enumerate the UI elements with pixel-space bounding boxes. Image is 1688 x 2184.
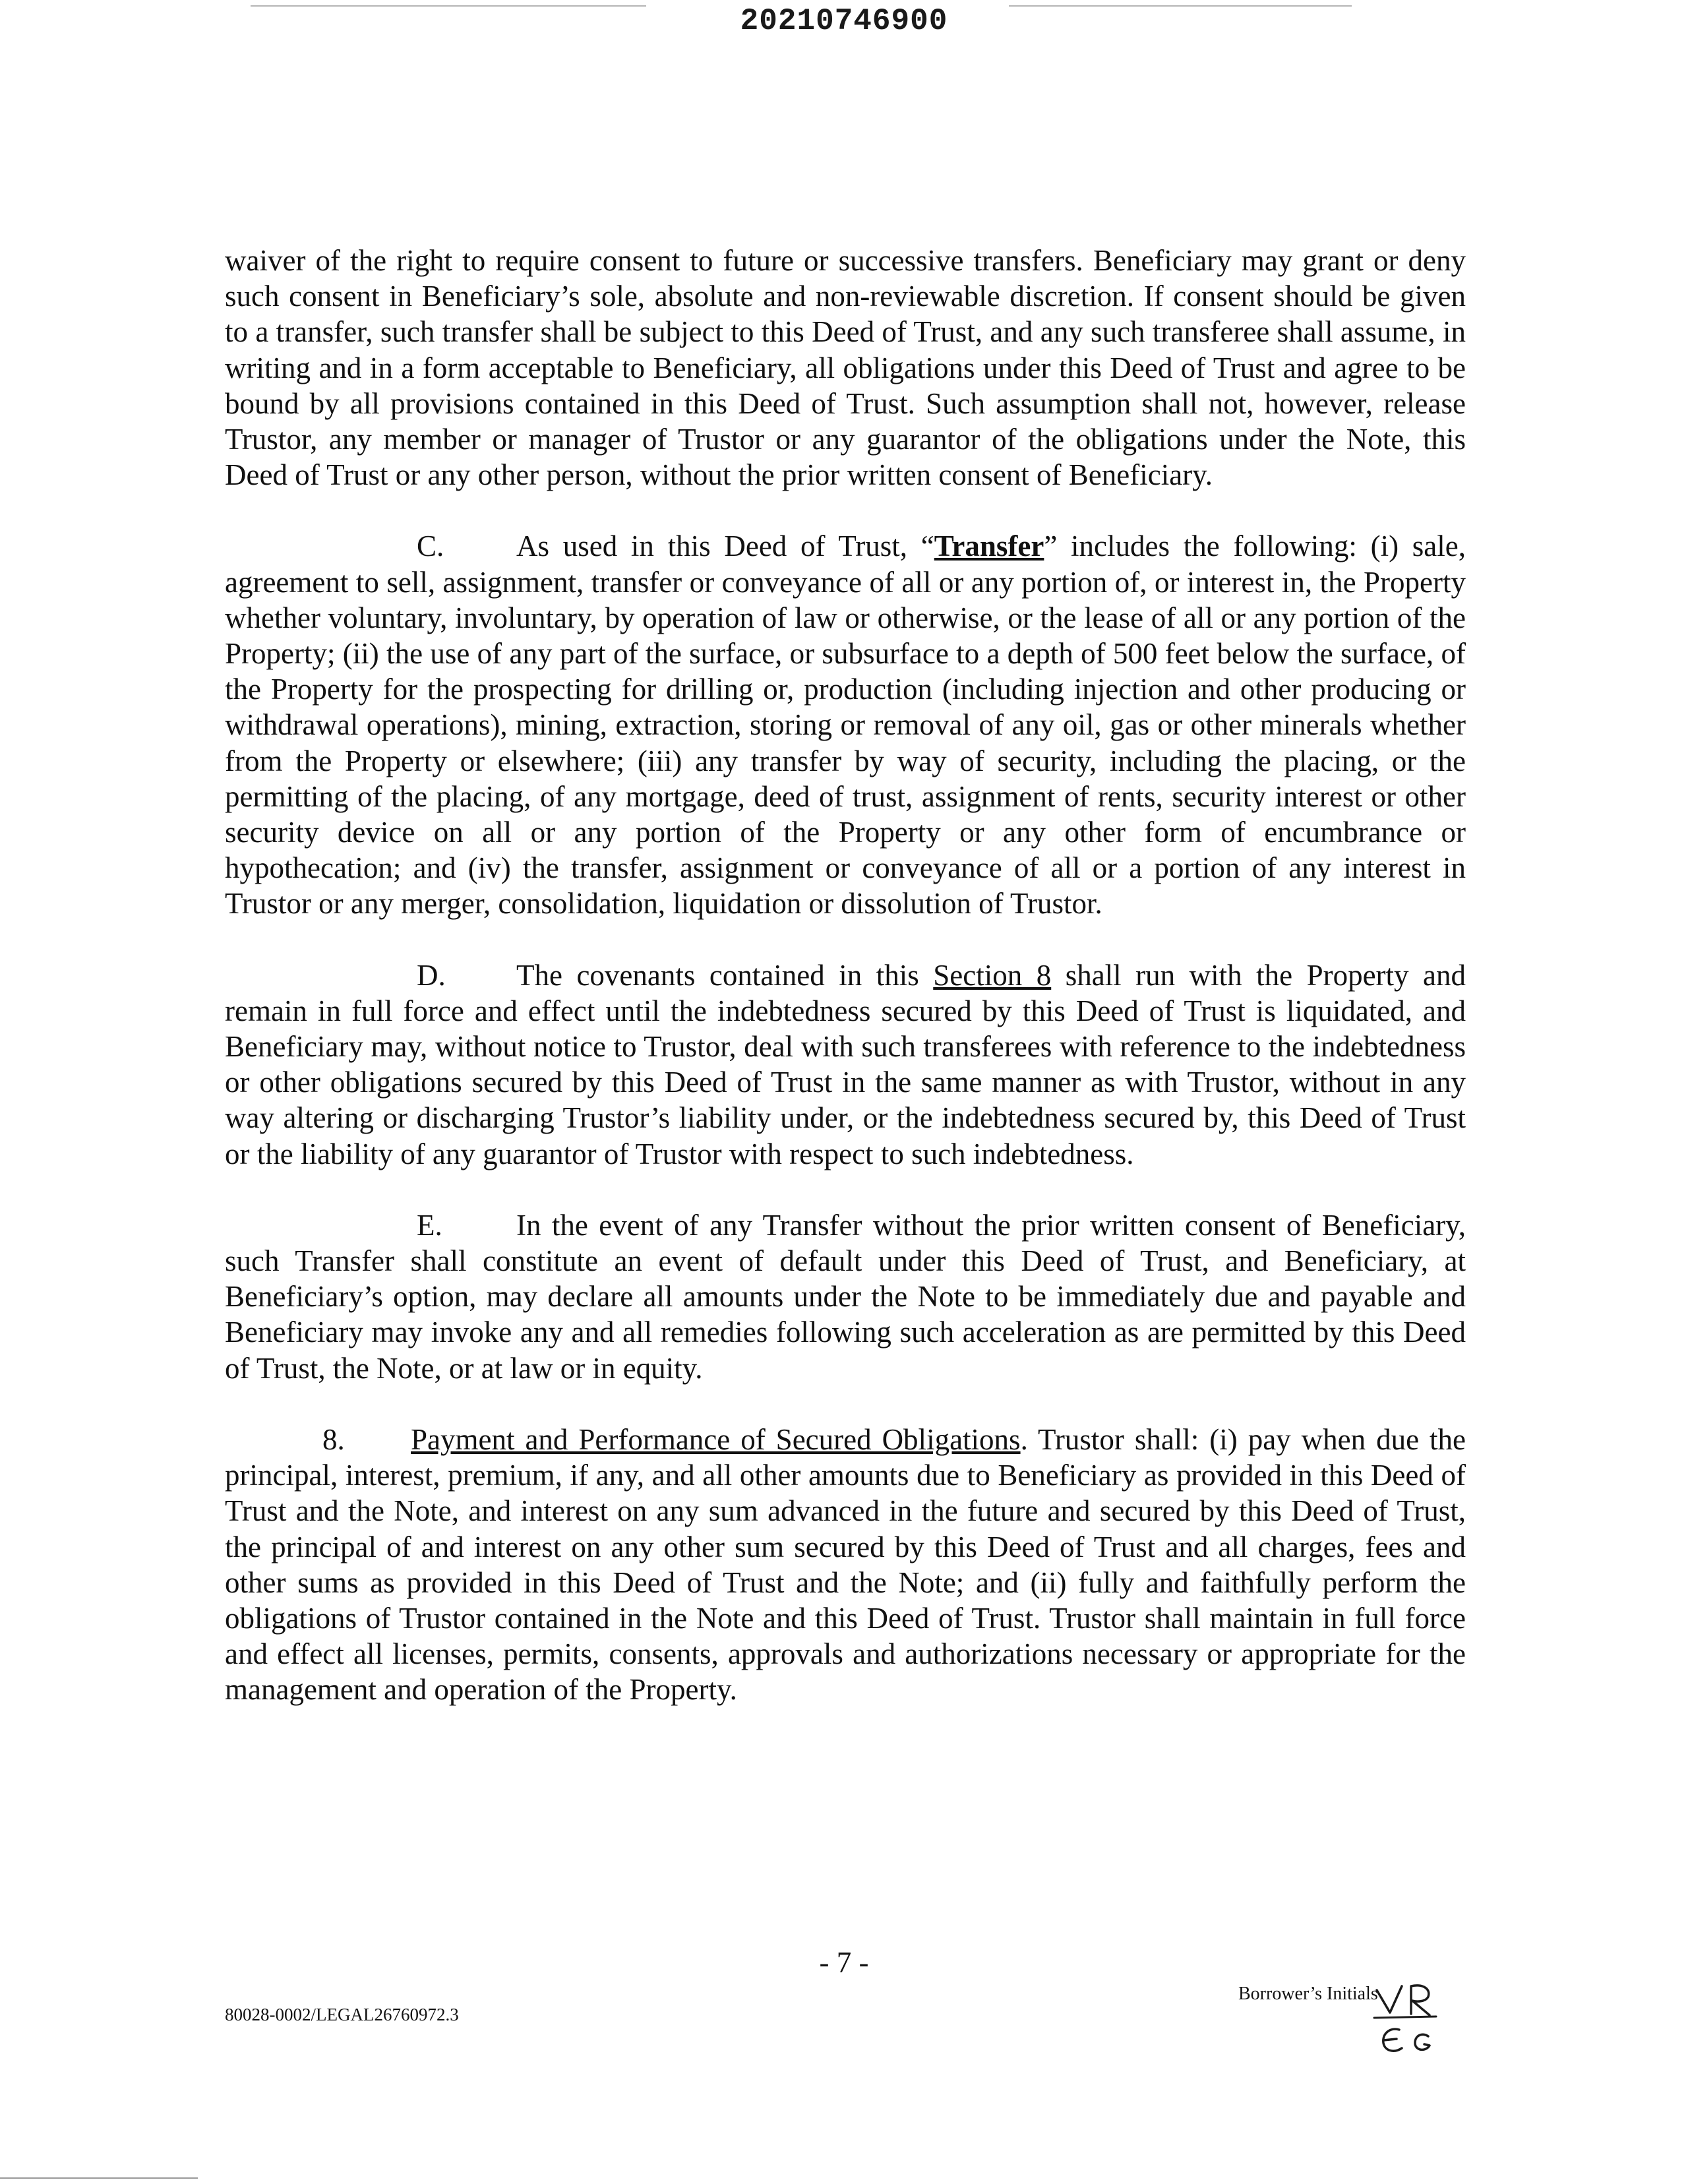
clause-label: E. xyxy=(417,1208,442,1242)
document-body xyxy=(225,243,1466,1744)
initial-v xyxy=(1377,1986,1402,2013)
initial-e xyxy=(1383,2029,1402,2051)
paragraph-text: The covenants contained in this xyxy=(516,958,934,992)
document-reference: 80028-0002/LEGAL26760972.3 xyxy=(225,2005,459,2024)
section-reference: Section 8 xyxy=(933,958,1052,992)
paragraph-text: waiver of the right to require consent to future or successive transfers. Beneficiary may grant or deny such consent in Beneficiary’s sole, absolute and non-reviewable discretion. If consent should be given to a transfer, such transfer shall be subject to this Deed of Trust, and any such transferee shall assume, in writing and in a form acceptable to Beneficiary, all obligations under this Deed of Trust and agree to be bound by all provisions contained in this Deed of Trust. Such assumption shall not, however, release Trustor, any member or manager of Trustor or any guarantor of the obligations under the Note, this Deed of Trust or any other person, without the prior written consent of Beneficiary. xyxy=(225,244,1466,492)
section-heading: Payment and Performance of Secured Obligations xyxy=(411,1422,1021,1456)
handwritten-initials xyxy=(1373,1976,1472,2061)
paragraph-text: . Trustor shall: (i) pay when due the principal, interest, premium, if any, and all other amounts due to Beneficiary as provided in this Deed of Trust and the Note, and interest on any sum advanced in the future and secured by this Deed of Trust, the principal of and interest on any other sum secured by this Deed of Trust and all charges, fees and other sums as provided in this Deed of Trust and the Note; and (ii) fully and faithfully perform the obligations of Trustor contained in the Note and this Deed of Trust. Trustor shall maintain in full force and effect all licenses, permits, consents, approvals and authorizations necessary or appropriate for the management and operation of the Property. xyxy=(225,1422,1466,1707)
initials-underline xyxy=(1374,2017,1436,2018)
document-number: 20210746900 xyxy=(740,4,948,38)
page-number: - 7 - xyxy=(819,1946,869,1979)
section-number: 8. xyxy=(322,1422,345,1456)
paragraph-c xyxy=(225,528,1466,921)
initials-label: Borrower’s Initials xyxy=(1238,1984,1378,2004)
paragraph-d xyxy=(225,957,1466,1172)
scan-artifact-line xyxy=(0,2177,198,2179)
defined-term-transfer: Transfer xyxy=(934,530,1044,563)
paragraph-text: includes the following: (i) sale, agreement to sell, assignment, transfer or conveyance of all or any portion of, or interest in, the Property whether voluntary, involuntary, by operation of law or otherwise, or the lease of all or any portion of the Property; (ii) the use of any part of the surface, or subsurface to a depth of 500 feet below the surface, of the Property for the prospecting for drilling or, production (including injection and other producing or withdrawal operations), mining, extraction, storing or removal of any oil, gas or other minerals whether from the Property or elsewhere; (iii) any transfer by way of security, including the placing, or the permitting of the placing, of any mortgage, deed of trust, assignment of rents, security interest or other security device on all or any portion of the Property or any other form of encumbrance or hypothecation; and (iv) the transfer, assignment or conveyance of all or a portion of any interest in Trustor or any merger, consolidation, liquidation or dissolution of Trustor. xyxy=(225,530,1466,921)
close-quote: ” xyxy=(1044,530,1058,563)
initial-r xyxy=(1411,1986,1430,2015)
paragraph-text: In the event of any Transfer without the prior written consent of Beneficiary, such Transfer shall constitute an event of default under this Deed of Trust, and Beneficiary, at Beneficiary’s option, may declare all amounts under the Note to be immediately due and payable and Beneficiary may invoke any and all remedies following such acceleration as are permitted by this Deed of Trust, the Note, or at law or in equity. xyxy=(225,1208,1466,1385)
paragraph-e xyxy=(225,1207,1466,1386)
paragraph-continuation xyxy=(225,243,1466,493)
section-8 xyxy=(225,1422,1466,1708)
paragraph-text: As used in this Deed of Trust, xyxy=(516,530,921,563)
clause-label: C. xyxy=(417,530,444,563)
open-quote: “ xyxy=(920,530,934,563)
initial-g xyxy=(1415,2034,1430,2049)
paragraph-text: shall run with the Property and remain in full force and effect until the indebtedness secured by this Deed of Trust is liquidated, and Beneficiary may, without notice to Trustor, deal with such transferees with reference to the indebtedness or other obligations secured by this Deed of Trust in the same manner as with Trustor, without in any way altering or discharging Trustor’s liability under, or the indebtedness secured by, this Deed of Trust or the liability of any guarantor of Trustor with respect to such indebtedness. xyxy=(225,958,1466,1170)
clause-label: D. xyxy=(417,958,446,992)
